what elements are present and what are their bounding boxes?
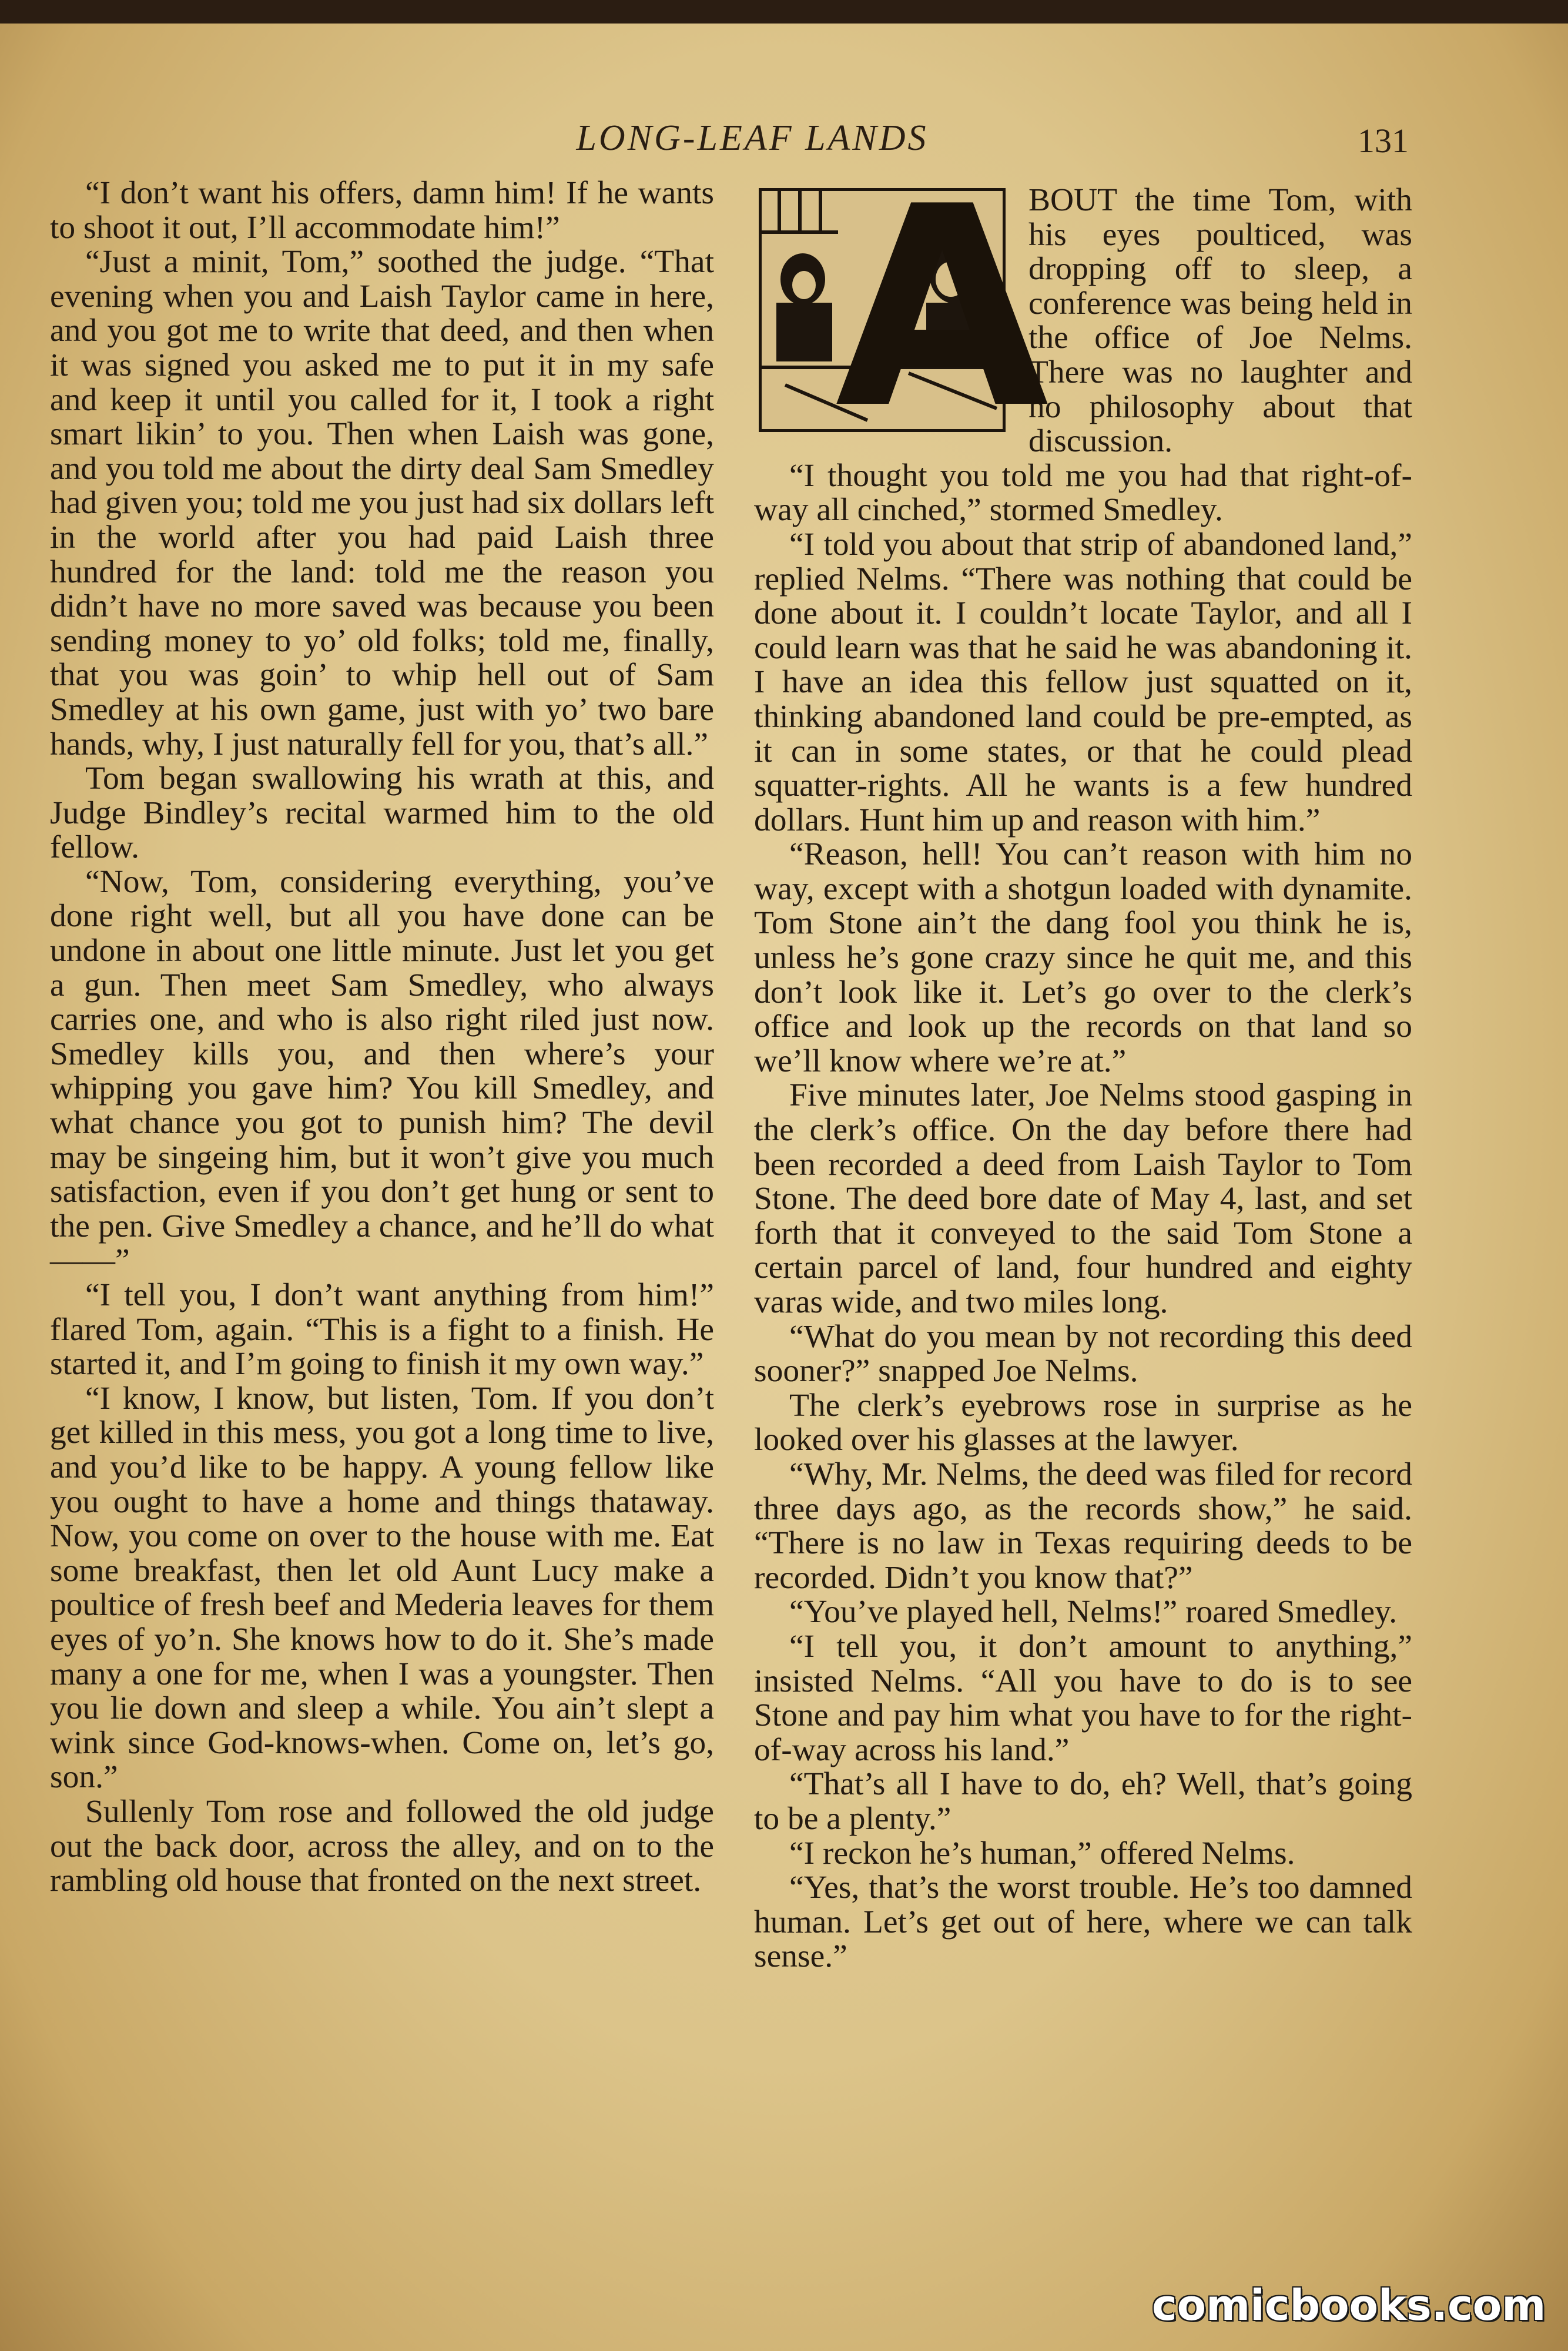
paragraph: “I told you about that strip of abandoned land,” replied Nelms. “There was nothing that could be done about it. I couldn’t locate Taylor, and all I could learn was that he said he was abandoning it. I have an idea this fellow just squatted on it, thinking abandoned land could be pre-empted, as it can in some states, or that he could plead squatter-rights. All he wants is a few hundred dollars. Hunt him up and reason with him.”: [754, 526, 1412, 838]
drop-cap-illustration: [754, 148, 1049, 469]
paragraph: “Now, Tom, considering everything, you’ve done right well, but all you have done can be undone in about one little minute. Just let you get a gun. Then meet Sam Smedley, who always carries one, and who is also right riled just now. Smedley kills you, and then where’s your whipping you gave him? You kill Smedley, and what chance you got to punish him? The devil may be singeing him, but it won’t give you much satisfaction, even if you don’t get hung or sent to the pen. Give Smedley a chance, and he’ll do what——”: [50, 863, 714, 1279]
left-column: [50, 176, 714, 1898]
page-number: 131: [1358, 122, 1409, 160]
paragraph: “I don’t want his offers, damn him! If he wants to shoot it out, I’ll accommodate him!”: [50, 175, 714, 246]
scan-edge: [0, 0, 1568, 24]
paragraph: “Just a minit, Tom,” soothed the judge. “That evening when you and Laish Taylor came in here, and you got me to write that deed, and then when it was signed you asked me to put it in my safe and keep it until you called for it, I took a right smart likin’ to you. Then when Laish was gone, and you told me about the dirty deal Sam Smedley had given you; told me you just had six dollars left in the world after you had paid Laish three hundred for the land: told me the reason you didn’t have no more saved was because you been sending money to yo’ old folks; told me, finally, that you was goin’ to whip hell out of Sam Smedley at his own game, just with yo’ two bare hands, why, I just naturally fell for you, that’s all.”: [50, 244, 714, 762]
right-column: [754, 148, 1412, 1975]
page-title: LONG-LEAF LANDS: [576, 118, 929, 158]
paragraph: “Yes, that’s the worst trouble. He’s too damned human. Let’s get out of here, where we can talk sense.”: [754, 1870, 1412, 1975]
paragraph: “I reckon he’s human,” offered Nelms.: [789, 1835, 1295, 1871]
paragraph: Tom began swallowing his wrath at this, and Judge Bindley’s recital warmed him to the old fellow.: [50, 761, 714, 866]
paragraph: “That’s all I have to do, eh? Well, that’s going to be a plenty.”: [754, 1766, 1412, 1837]
watermark: comicbooks.com: [1152, 2280, 1546, 2330]
paragraph: “You’ve played hell, Nelms!” roared Smedley.: [789, 1594, 1398, 1630]
paragraph: “I thought you told me you had that right-of-way all cinched,” stormed Smedley.: [754, 457, 1412, 528]
paragraph: Sullenly Tom rose and followed the old judge out the back door, across the alley, and on to the rambling old house that fronted on the next street.: [50, 1793, 714, 1899]
drop-cap-letter: A: [835, 148, 1049, 469]
paragraph: “Reason, hell! You can’t reason with him no way, except with a shotgun loaded with dynamite. Tom Stone ain’t the dang fool you think he is, unless he’s gone crazy since he quit me, and this don’t look like it. Let’s go over to the clerk’s office and look up the records on that land so we’ll know where we’re at.”: [754, 836, 1412, 1079]
paragraph: Five minutes later, Joe Nelms stood gasping in the clerk’s office. On the day before there had been recorded a deed from Laish Taylor to Tom Stone. The deed bore date of May 4, last, and set forth that it conveyed to the said Tom Stone a certain parcel of land, four hundred and eighty varas wide, and two miles long.: [754, 1077, 1412, 1320]
paragraph: “I know, I know, but listen, Tom. If you don’t get killed in this mess, you got a long time to live, and you’d like to be happy. A young fellow like you ought to have a home and things thataway. Now, you come on over to the house with me. Eat some breakfast, then let old Aunt Lucy make a poultice of fresh beef and Mederia leaves for them eyes of yo’n. She knows how to do it. She’s made many a one for me, when I was a youngster. Then you lie down and sleep a while. You ain’t slept a wink since God-knows-when. Come on, let’s go, son.”: [50, 1380, 714, 1796]
paragraph: “I tell you, I don’t want anything from him!” flared Tom, again. “This is a fight to a finish. He started it, and I’m going to finish it my own way.”: [50, 1277, 714, 1382]
paragraph: “What do you mean by not recording this deed sooner?” snapped Joe Nelms.: [754, 1318, 1412, 1389]
paragraph: “I tell you, it don’t amount to anything,” insisted Nelms. “All you have to do is to see Stone and pay him what you have to for the right-of-way across his land.”: [754, 1628, 1412, 1768]
paragraph: The clerk’s eyebrows rose in surprise as he looked over his glasses at the lawyer.: [754, 1387, 1412, 1458]
paragraph: “Why, Mr. Nelms, the deed was filed for record three days ago, as the records show,” he said. “There is no law in Texas requiring deeds to be recorded. Didn’t you know that?”: [754, 1456, 1412, 1596]
opening-paragraph: BOUT the time Tom, with his eyes poulticed, was dropping off to sleep, a conference was being held in the office of Joe Nelms. There was no laughter and no philosophy about that discussion.: [1028, 182, 1412, 460]
drop-cap-frame: [759, 148, 1049, 469]
running-header: [0, 118, 1568, 170]
